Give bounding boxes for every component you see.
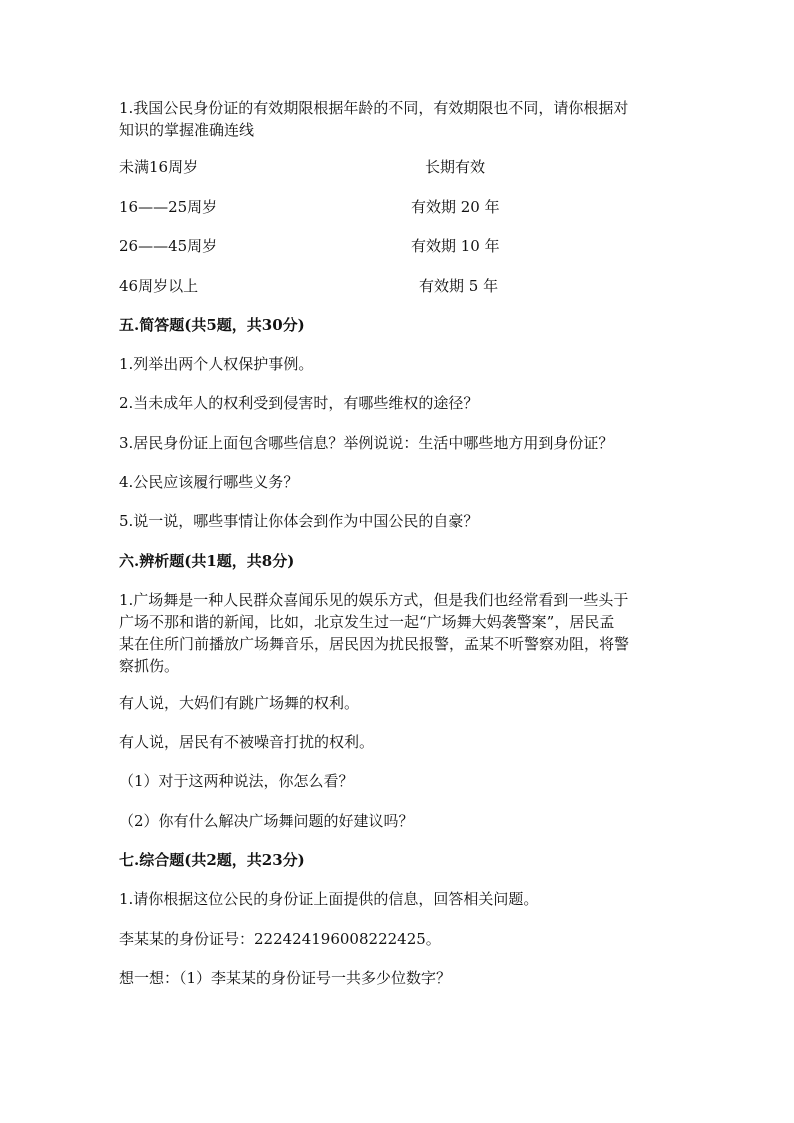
s5-question-2: 2.当未成年人的权利受到侵害时，有哪些维权的途径？ [119, 394, 479, 412]
s5-question-4: 4.公民应该履行哪些义务？ [119, 473, 299, 491]
pair-left-3: 26——45周岁 [119, 237, 218, 255]
q4-text-line-1: 1.我国公民身份证的有效期限根据年龄的不同，有效期限也不同，请你根据对 [119, 99, 629, 117]
pair-right-4: 有效期 5 年 [419, 277, 499, 295]
section-7-heading: 七.综合题(共2题，共23分) [119, 851, 305, 869]
s6-passage-line-3: 某在住所门前播放广场舞音乐，居民因为扰民报警，孟某不听警察劝阻，将警 [119, 635, 630, 653]
pair-right-2: 有效期 20 年 [411, 198, 500, 216]
pair-left-4: 46周岁以上 [119, 277, 199, 295]
section-6-heading: 六.辨析题(共1题，共8分) [119, 552, 295, 570]
s5-question-5: 5.说一说，哪些事情让你体会到作为中国公民的自豪？ [119, 512, 479, 530]
pair-left-2: 16——25周岁 [119, 198, 218, 216]
s7-id-number-line: 李某某的身份证号：222424196008222425。 [119, 930, 441, 948]
pair-right-1: 长期有效 [425, 158, 486, 176]
s7-think-question: 想一想：（1）李某某的身份证号一共多少位数字？ [119, 969, 452, 987]
s6-passage-line-4: 察抓伤。 [119, 657, 180, 675]
s5-question-1: 1.列举出两个人权保护事例。 [119, 355, 314, 373]
q4-text-line-2: 知识的掌握准确连线 [119, 121, 255, 139]
s6-subquestion-1: （1）对于这两种说法，你怎么看？ [119, 772, 354, 790]
s6-opinion-1: 有人说，大妈们有跳广场舞的权利。 [119, 694, 360, 712]
s6-passage-line-2: 广场不那和谐的新闻，比如，北京发生过一起“广场舞大妈袭警案”，居民孟 [119, 613, 615, 631]
s5-question-3: 3.居民身份证上面包含哪些信息？举例说说：生活中哪些地方用到身份证？ [119, 434, 614, 452]
s6-subquestion-2: （2）你有什么解决广场舞问题的好建议吗？ [119, 812, 414, 830]
pair-right-3: 有效期 10 年 [411, 237, 500, 255]
s6-passage-line-1: 1.广场舞是一种人民群众喜闻乐见的娱乐方式，但是我们也经常看到一些头于 [119, 591, 629, 609]
section-5-heading: 五.简答题(共5题，共30分) [119, 316, 305, 334]
s6-opinion-2: 有人说，居民有不被噪音打扰的权利。 [119, 733, 375, 751]
s7-question-1: 1.请你根据这位公民的身份证上面提供的信息，回答相关问题。 [119, 890, 539, 908]
pair-left-1: 未满16周岁 [119, 158, 199, 176]
